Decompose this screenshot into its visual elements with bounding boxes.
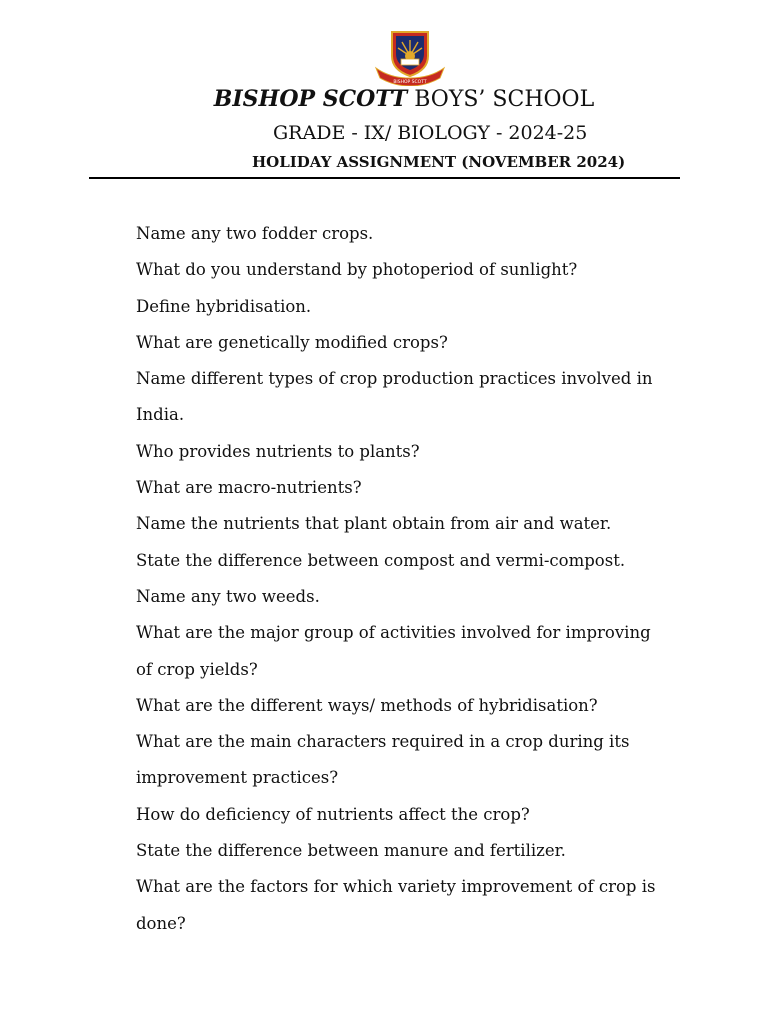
question-line: State the difference between manure and fertilizer. bbox=[136, 841, 566, 861]
question-line: Define hybridisation. bbox=[136, 296, 312, 316]
question-line: What are the different ways/ methods of hybridisation? bbox=[136, 695, 598, 715]
header-divider bbox=[89, 177, 680, 179]
question-line: How do deficiency of nutrients affect the crop? bbox=[136, 804, 530, 824]
question-line: Name the nutrients that plant obtain from air and water. bbox=[136, 514, 612, 534]
school-name-bold: BISHOP SCOTT bbox=[213, 86, 408, 112]
school-name-rest: BOYS’ SCHOOL bbox=[407, 87, 595, 112]
question-line: What are macro-nutrients? bbox=[136, 478, 362, 498]
question-line: What do you understand by photoperiod of sunlight? bbox=[136, 260, 578, 280]
question-line: India. bbox=[136, 405, 185, 425]
school-crest-logo bbox=[370, 26, 450, 86]
question-line: Name any two weeds. bbox=[136, 586, 320, 606]
question-line: Who provides nutrients to plants? bbox=[136, 441, 420, 461]
question-line: What are the main characters required in a crop during its bbox=[136, 732, 630, 752]
question-line: improvement practices? bbox=[136, 768, 339, 788]
grade-subject-line: GRADE - IX/ BIOLOGY - 2024-25 bbox=[273, 122, 588, 144]
question-line: done? bbox=[136, 913, 186, 933]
crest-motto: BISHOP SCOTT bbox=[393, 80, 427, 85]
question-list bbox=[136, 216, 696, 942]
question-line: What are the factors for which variety improvement of crop is bbox=[136, 877, 656, 897]
question-line: What are the major group of activities involved for improving bbox=[136, 623, 651, 643]
crest-book-icon bbox=[401, 59, 419, 65]
question-line: What are genetically modified crops? bbox=[136, 332, 448, 352]
question-line: of crop yields? bbox=[136, 659, 258, 679]
question-line: Name any two fodder crops. bbox=[136, 224, 374, 243]
question-line: State the difference between compost and vermi-compost. bbox=[136, 550, 626, 570]
question-line: Name different types of crop production practices involved in bbox=[136, 369, 653, 389]
school-name bbox=[20, 84, 768, 115]
assignment-title: HOLIDAY ASSIGNMENT (NOVEMBER 2024) bbox=[252, 153, 626, 171]
